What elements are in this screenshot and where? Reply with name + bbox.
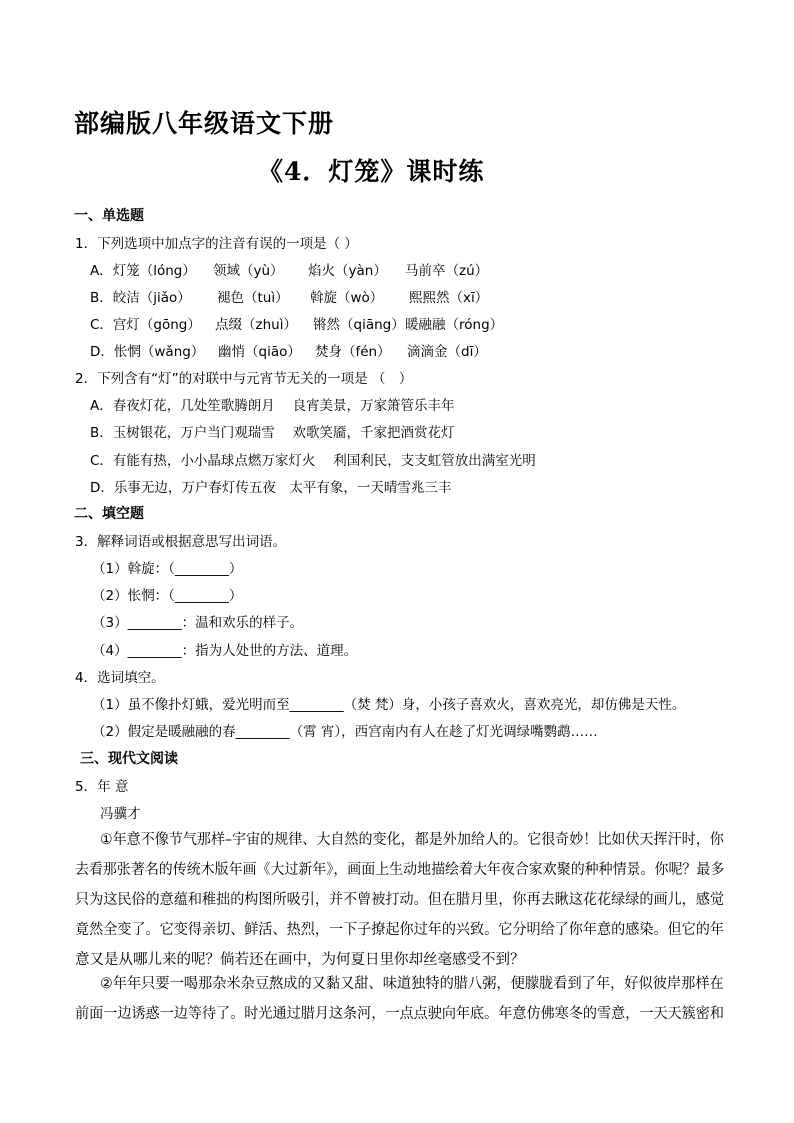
- option-d-word-3: 焚身（fén）: [315, 344, 391, 360]
- section-heading-modern-reading: 三、现代文阅读: [80, 751, 178, 767]
- question-2-option-a: A．春夜灯花，几处笙歌腾朗月 良宵美景，万家箫管乐丰年: [90, 398, 455, 414]
- question-3-item-1: （1）斡旋：（________）: [92, 561, 243, 577]
- question-3-item-3: （3）________：温和欢乐的样子。: [92, 615, 304, 631]
- question-5-title: 5．年 意: [75, 779, 129, 795]
- option-c-word-3: 锵然（qiāng）: [313, 317, 405, 333]
- option-d-word-2: 幽悄（qiāo）: [218, 344, 301, 360]
- question-1-stem: 1．下列选项中加点字的注音有误的一项是（ ）: [75, 236, 358, 252]
- question-2-stem: 2．下列含有“灯”的对联中与元宵节无关的一项是 （ ）: [75, 371, 413, 387]
- question-4-item-2: （2）假定是暖融融的春________（霄 宵），西宫南内有人在趁了灯光调绿嘴鹦鹉……: [92, 724, 598, 740]
- option-b-word-4: 熙熙然（xī）: [409, 290, 489, 306]
- option-d-word-1: D．怅惘（wǎng）: [90, 344, 205, 360]
- lesson-title: 《4．灯笼》课时练: [258, 157, 485, 186]
- paragraph-1-line-5: 意又是从哪儿来的呢？倘若还在画中，为何夏日里你却丝毫感受不到？: [75, 952, 525, 968]
- option-c-word-2: 点缀（zhuì）: [215, 317, 297, 333]
- option-a-word-2: 领域（yù）: [213, 263, 284, 279]
- paragraph-2-line-2: 前面一边诱惑一边等待了。时光通过腊月这条河，一点点驶向年底。年意仿佛寒冬的雪意，一天天簇密和: [75, 1006, 724, 1022]
- question-2-option-c: C．有能有热，小小晶球点燃万家灯火 利国利民，支支虹管放出满室光明: [90, 453, 536, 469]
- question-1-option-c: [90, 313, 503, 333]
- passage-author: 冯骥才: [100, 806, 141, 822]
- option-b-word-1: B．皎洁（jiǎo）: [90, 290, 191, 306]
- question-2-option-d: D．乐事无边，万户春灯传五夜 太平有象，一天晴雪兆三丰: [90, 480, 452, 496]
- section-heading-fill-blank: 二、填空题: [74, 506, 144, 522]
- page-title: 部编版八年级语文下册: [74, 109, 335, 138]
- option-a-word-1: A．灯笼（lóng）: [90, 263, 196, 279]
- question-2-option-b: B．玉树银花，万户当门观瑞雪 欢歌笑靥，千家把酒赏花灯: [90, 425, 455, 441]
- question-1-option-b: [90, 286, 488, 306]
- question-1-option-a: [90, 259, 488, 279]
- paragraph-1-line-3: 只为这民俗的意蕴和稚拙的构图所吸引，并不曾被打动。但在腊月里，你再去瞅这花花绿绿的画儿，感觉: [75, 892, 724, 908]
- option-b-word-2: 褪色（tuì）: [217, 290, 289, 306]
- paragraph-1-line-2: 去看那张著名的传统木版年画《大过新年》，画面上生动地描绘着大年夜合家欢聚的种种情景。你呢？最多: [75, 862, 725, 878]
- paragraph-1-line-4: 竟然全变了。它变得亲切、鲜活、热烈，一下子撩起你过年的兴致。它分明给了你年意的感染。但它的年: [75, 922, 724, 938]
- question-4-stem: 4．选词填空。: [75, 670, 165, 686]
- option-b-word-3: 斡旋（wò）: [310, 290, 384, 306]
- paragraph-2-line-1: ②年年只要一喝那杂米杂豆熬成的又黏又甜、味道独特的腊八粥，便朦胧看到了年，好似彼岸那样在: [100, 976, 724, 992]
- section-heading-single-choice: 一、单选题: [74, 208, 144, 224]
- option-a-word-3: 焰火（yàn）: [308, 263, 387, 279]
- option-a-word-4: 马前卒（zú）: [405, 263, 489, 279]
- option-d-word-4: 滴滴金（dī）: [407, 344, 487, 360]
- question-1-option-d: [90, 340, 487, 360]
- question-3-item-4: （4）________：指为人处世的方法、道理。: [92, 643, 358, 659]
- option-c-word-4: 暖融融（róng）: [405, 317, 504, 333]
- question-4-item-1: （1）虽不像扑灯蛾，爱光明而至________（焚 梵）身，小孩子喜欢火，喜欢亮光，却仿佛是天性。: [92, 697, 686, 713]
- question-3-item-2: （2）怅惘：（________）: [92, 588, 243, 604]
- question-3-stem: 3．解释词语或根据意思写出词语。: [75, 534, 287, 550]
- option-c-word-1: C．宫灯（gōng）: [90, 317, 201, 333]
- paragraph-1-line-1: ①年意不像节气那样–宇宙的规律、大自然的变化，都是外加给人的。它很奇妙！比如伏天挥汗时，你: [100, 832, 724, 848]
